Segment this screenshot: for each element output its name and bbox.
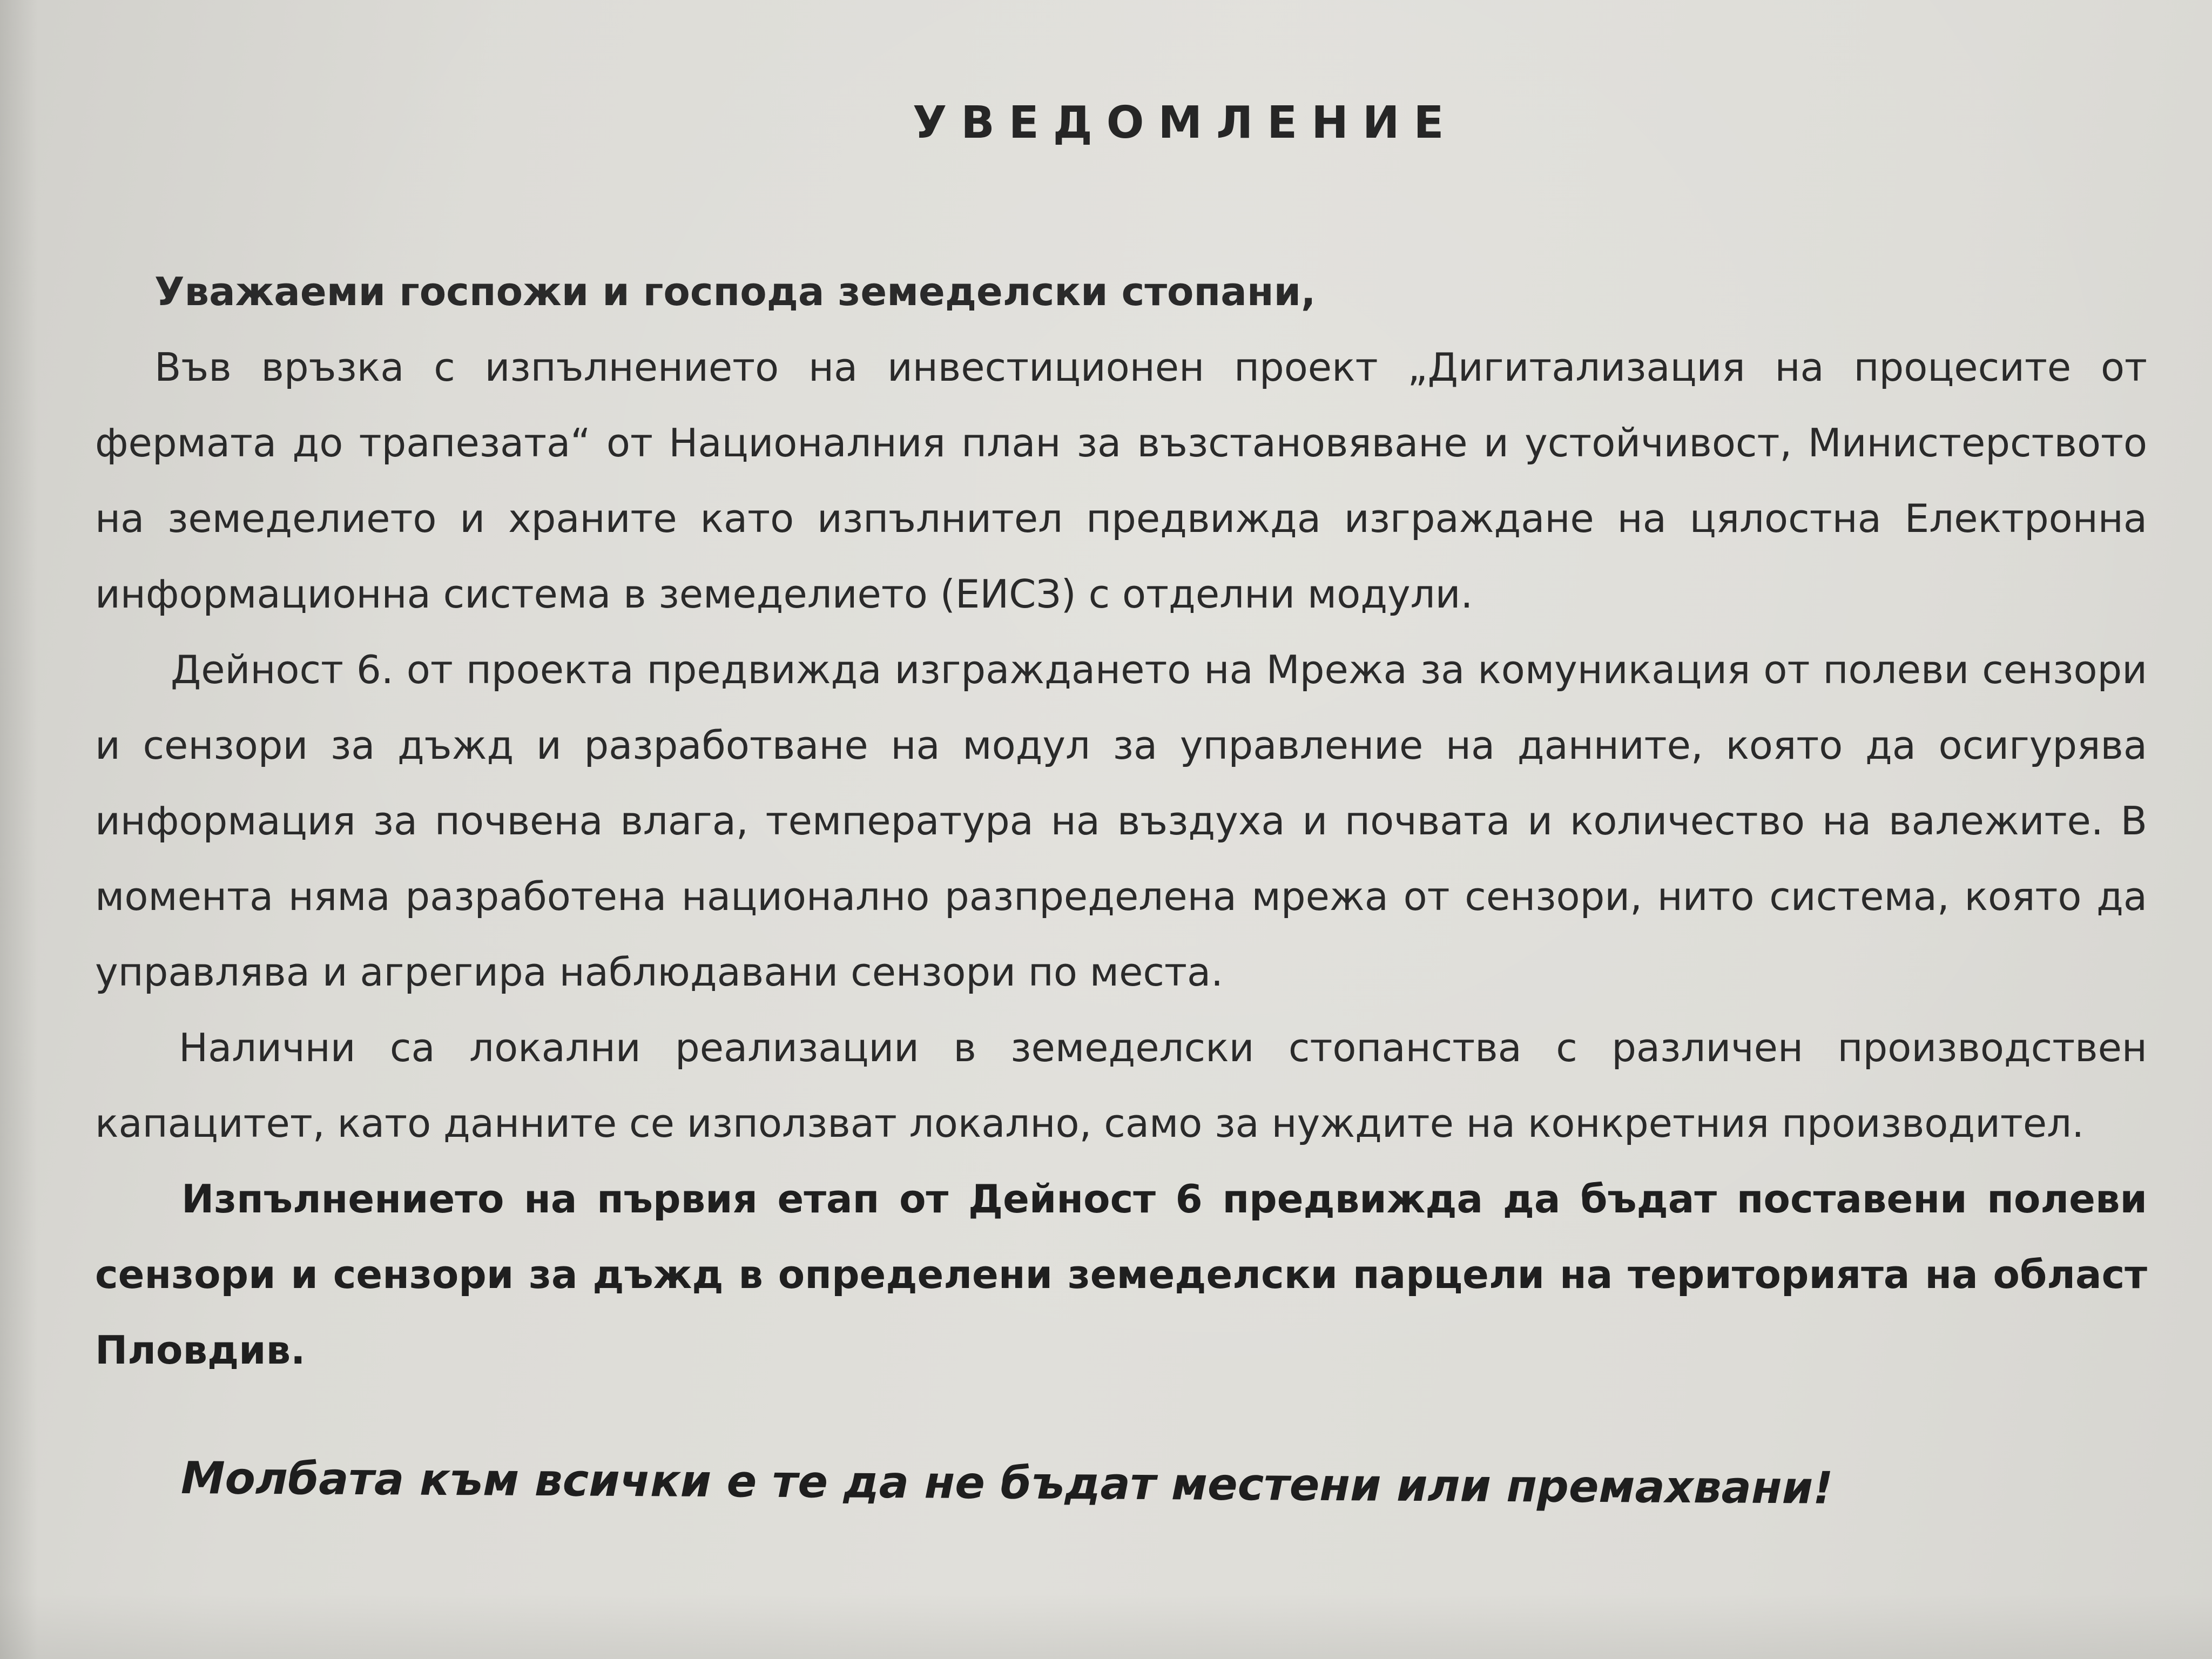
paragraph-first-stage: Изпълнението на първия етап от Дейност 6 предвижда да бъдат поставени полеви сензори и сензори за дъжд в определени земеделски парцели на територията на област Пловдив. [95,1176,2147,1373]
greeting: Уважаеми госпожи и господа земеделски стопани, [154,269,1316,314]
closing-request: Молбата към всички е те да не бъдат местени или премахвани! [180,1453,1833,1514]
notice-body [95,254,2147,1388]
paragraph-local-implementations: Налични са локални реализации в земеделски стопанства с различен производствен капацитет, като данните се използват локално, само за нуждите на конкретния производител. [95,1025,2147,1146]
paragraph-project: Във връзка с изпълнението на инвестиционен проект „Дигитализация на процесите от фермата до трапезата“ от Националния план за възстановяване и устойчивост, Министерството на земеделието и храните като изпълнител предвижда изграждане на цялостна Електронна информационна система в земеделието (ЕИСЗ) с отделни модули. [95,345,2147,617]
notice-title: УВЕДОМЛЕНИЕ [913,97,1458,149]
paper-edge-shadow [0,0,38,1659]
paper-bottom-shadow [0,1594,2212,1659]
paragraph-activity-6: Дейност 6. от проекта предвижда изграждането на Мрежа за комуникация от полеви сензори и сензори за дъжд и разработване на модул за управление на данните, която да осигурява информация за почвена влага, температура на въздуха и почвата и количество на валежите. В момента няма разработена национално разпределена мрежа от сензори, нито система, която да управлява и агрегира наблюдавани сензори по места. [95,647,2147,995]
